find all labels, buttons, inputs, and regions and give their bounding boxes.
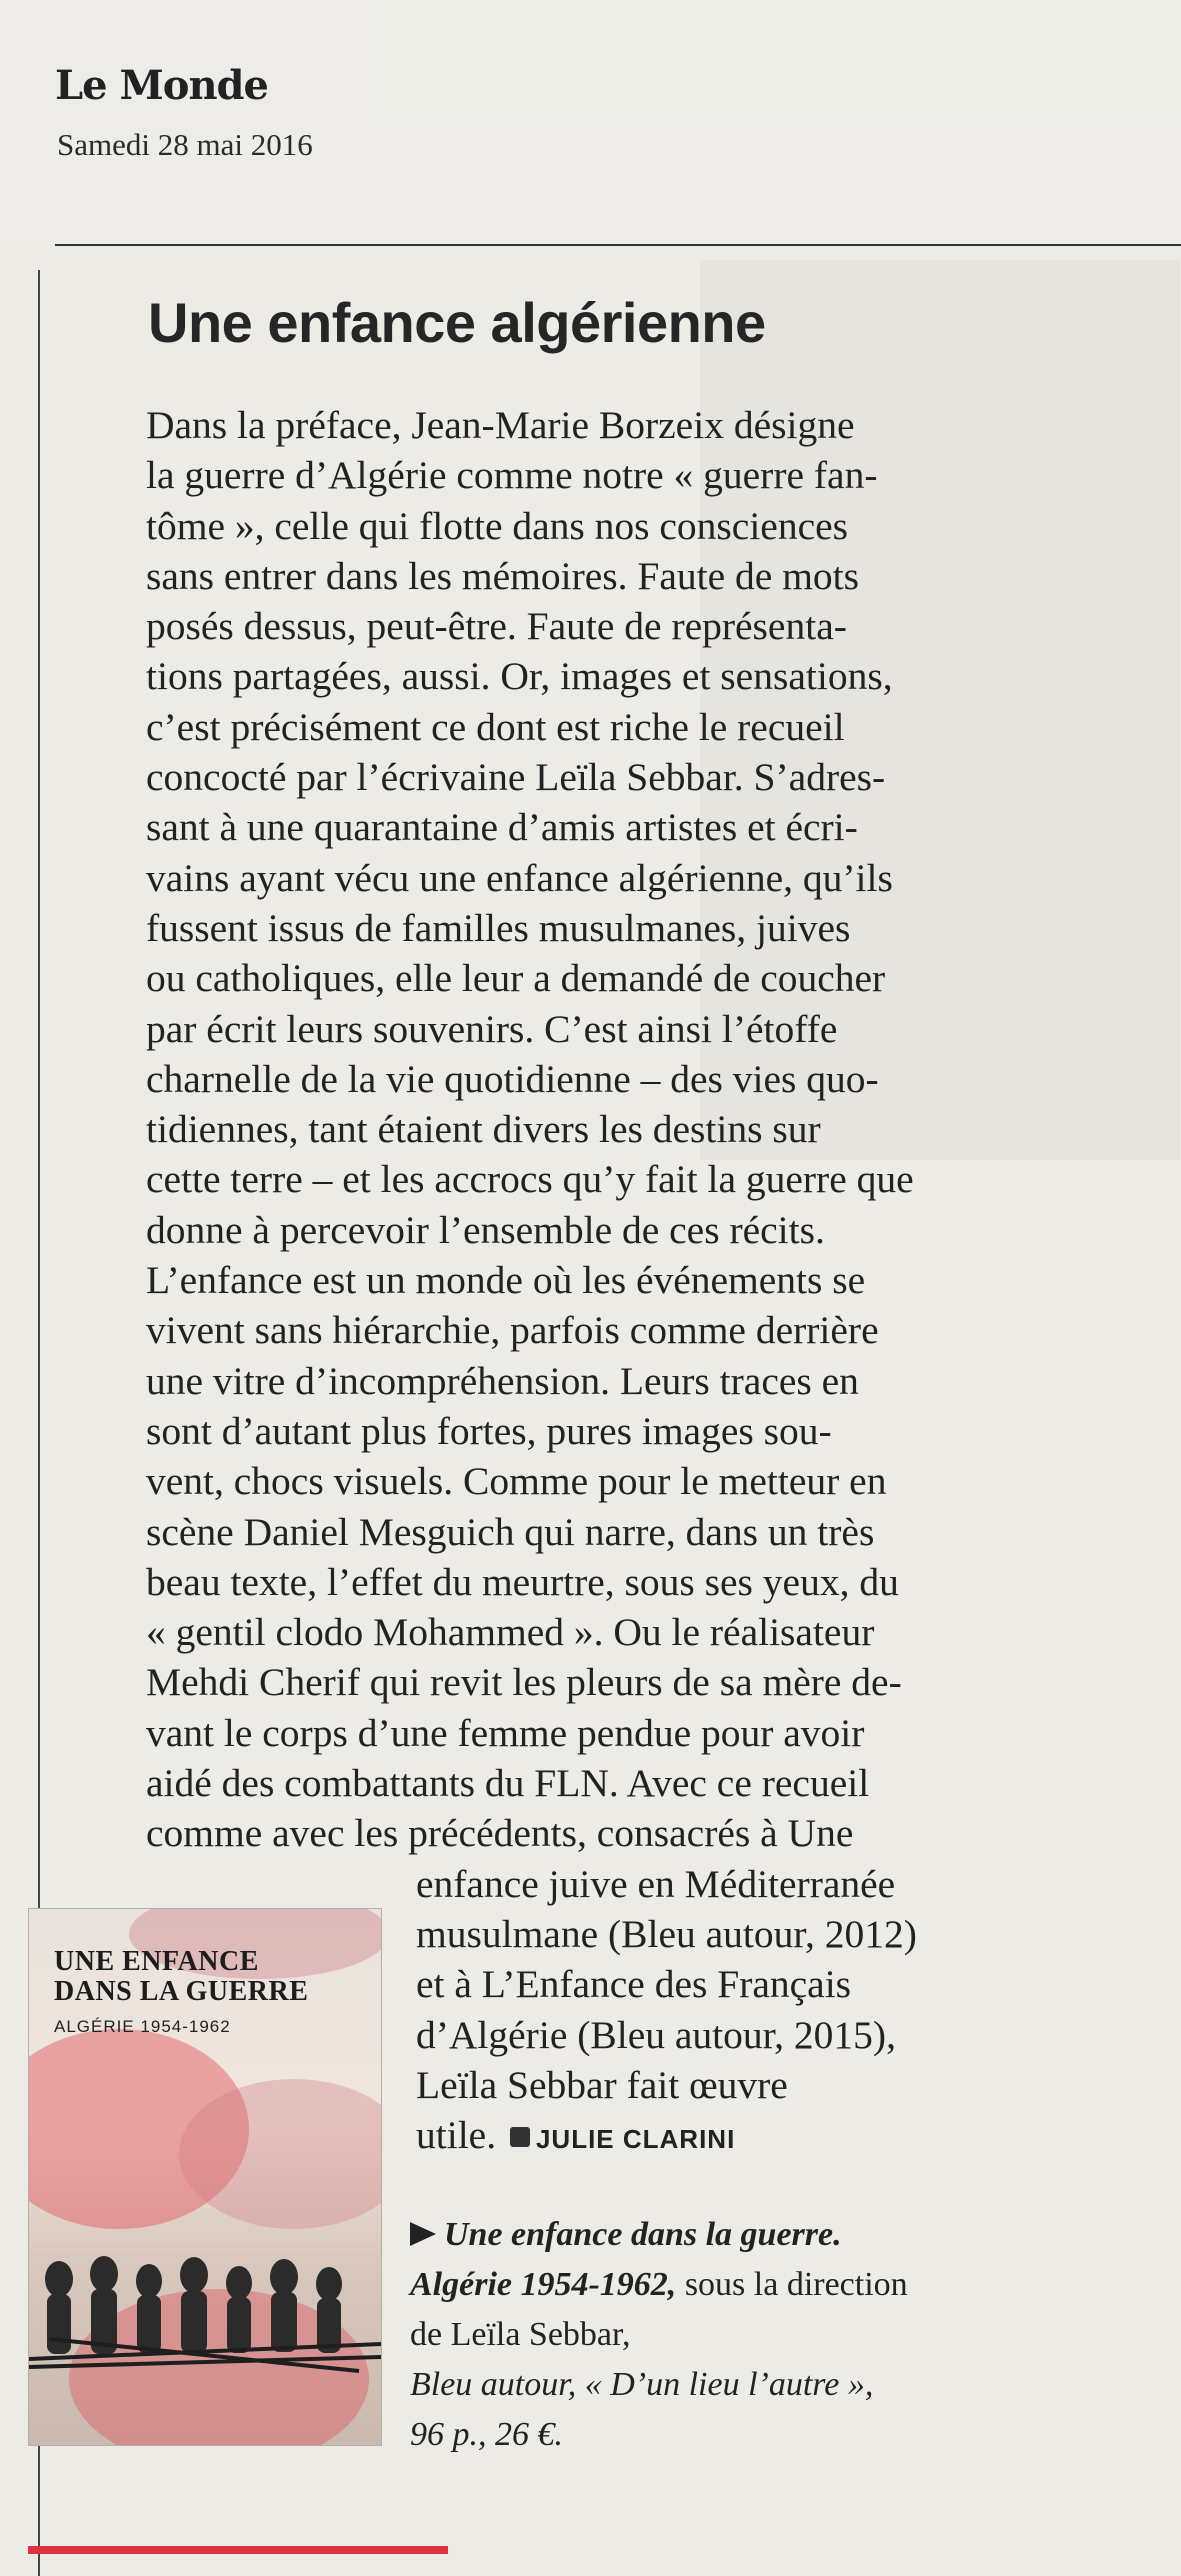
body-line: sont d’autant plus fortes, pures images sou- — [146, 1408, 832, 1453]
book-editor: de Leïla Sebbar, — [410, 2316, 631, 2353]
body-line: sant à une quarantaine d’amis artistes et écri- — [146, 805, 858, 850]
cover-red-wash — [179, 2079, 382, 2229]
body-line: Dans la préface, Jean-Marie Borzeix désigne — [146, 403, 855, 447]
cover-title — [54, 1947, 374, 2007]
body-line: une vitre d’incompréhension. Leurs traces en — [146, 1358, 859, 1403]
body-line: L’enfance est un monde où les événements se — [146, 1258, 866, 1303]
body-line: scène Daniel Mesguich qui narre, dans un très — [146, 1509, 875, 1554]
author-byline: JULIE CLARINI — [535, 2124, 736, 2155]
article-headline: Une enfance algérienne — [148, 291, 766, 354]
book-reference — [410, 2210, 1110, 2460]
body-line: fussent issus de familles musulmanes, juives — [146, 905, 851, 950]
body-line: et à L’Enfance des Français — [416, 1962, 852, 2007]
body-line-text: utile. — [416, 2113, 497, 2158]
book-direction: sous la direction — [676, 2266, 908, 2303]
book-title: Une enfance dans la guerre. — [444, 2216, 842, 2253]
body-line: tôme », celle qui flotte dans nos consciences — [146, 503, 849, 548]
body-line: d’Algérie (Bleu autour, 2015), — [416, 2012, 896, 2057]
body-line: enfance juive en Méditerranée — [416, 1861, 896, 1906]
book-publisher: Bleu autour, « D’un lieu l’autre », — [410, 2366, 874, 2403]
body-line: donne à percevoir l’ensemble de ces récits. — [146, 1207, 825, 1252]
body-line: sans entrer dans les mémoires. Faute de mots — [146, 553, 860, 598]
triangle-bullet-icon — [410, 2222, 436, 2246]
body-line: vant le corps d’une femme pendue pour avoir — [146, 1710, 865, 1755]
body-line: par écrit leurs souvenirs. C’est ainsi l’étoffe — [146, 1006, 838, 1051]
body-line: comme avec les précédents, consacrés à Une — [146, 1811, 854, 1856]
body-line: tidiennes, tant étaient divers les destins sur — [146, 1107, 821, 1152]
body-line: vivent sans hiérarchie, parfois comme derrière — [146, 1308, 879, 1353]
article-body — [146, 400, 1066, 2164]
cover-title-line: DANS LA GUERRE — [54, 1976, 309, 2007]
body-line: Leïla Sebbar fait œuvre — [416, 2062, 788, 2107]
cover-crowd-illustration — [29, 2239, 381, 2379]
publication-date: Samedi 28 mai 2016 — [57, 127, 313, 162]
body-line: concocté par l’écrivaine Leïla Sebbar. S’adres- — [146, 755, 886, 800]
body-line: c’est précisément ce dont est riche le recueil — [146, 704, 845, 749]
divider-rule — [55, 244, 1181, 246]
body-line: aidé des combattants du FLN. Avec ce recueil — [146, 1761, 870, 1806]
end-square-icon — [510, 2127, 530, 2147]
book-subtitle-line — [410, 2260, 1110, 2310]
book-subtitle: Algérie 1954-1962, — [410, 2266, 677, 2303]
body-line: posés dessus, peut-être. Faute de représenta- — [146, 604, 847, 649]
body-line: cette terre – et les accrocs qu’y fait la guerre que — [146, 1157, 914, 1202]
section-accent-rule — [28, 2546, 448, 2554]
book-title-line — [410, 2210, 1110, 2260]
body-line: la guerre d’Algérie comme notre « guerre fan- — [146, 453, 878, 498]
body-line: tions partagées, aussi. Or, images et sensations, — [146, 654, 893, 699]
book-cover-image — [28, 1908, 382, 2446]
cover-title-line: UNE ENFANCE — [54, 1946, 259, 1977]
body-line: charnelle de la vie quotidienne – des vies quo- — [146, 1056, 879, 1101]
body-line: vains ayant vécu une enfance algérienne, qu’ils — [146, 855, 893, 900]
body-line: ou catholiques, elle leur a demandé de coucher — [146, 956, 886, 1001]
body-line: beau texte, l’effet du meurtre, sous ses yeux, du — [146, 1559, 899, 1604]
body-line: musulmane (Bleu autour, 2012) — [416, 1911, 917, 1956]
bleed-through-texture — [0, 0, 1181, 240]
book-price: 96 p., 26 €. — [410, 2416, 563, 2453]
body-line: Mehdi Cherif qui revit les pleurs de sa mère de- — [146, 1660, 902, 1705]
body-line: vent, chocs visuels. Comme pour le metteur en — [146, 1459, 887, 1504]
masthead-logo: Le Monde — [55, 62, 268, 109]
cover-subtitle: ALGÉRIE 1954-1962 — [54, 2017, 231, 2036]
body-line: « gentil clodo Mohammed ». Ou le réalisateur — [146, 1610, 875, 1655]
